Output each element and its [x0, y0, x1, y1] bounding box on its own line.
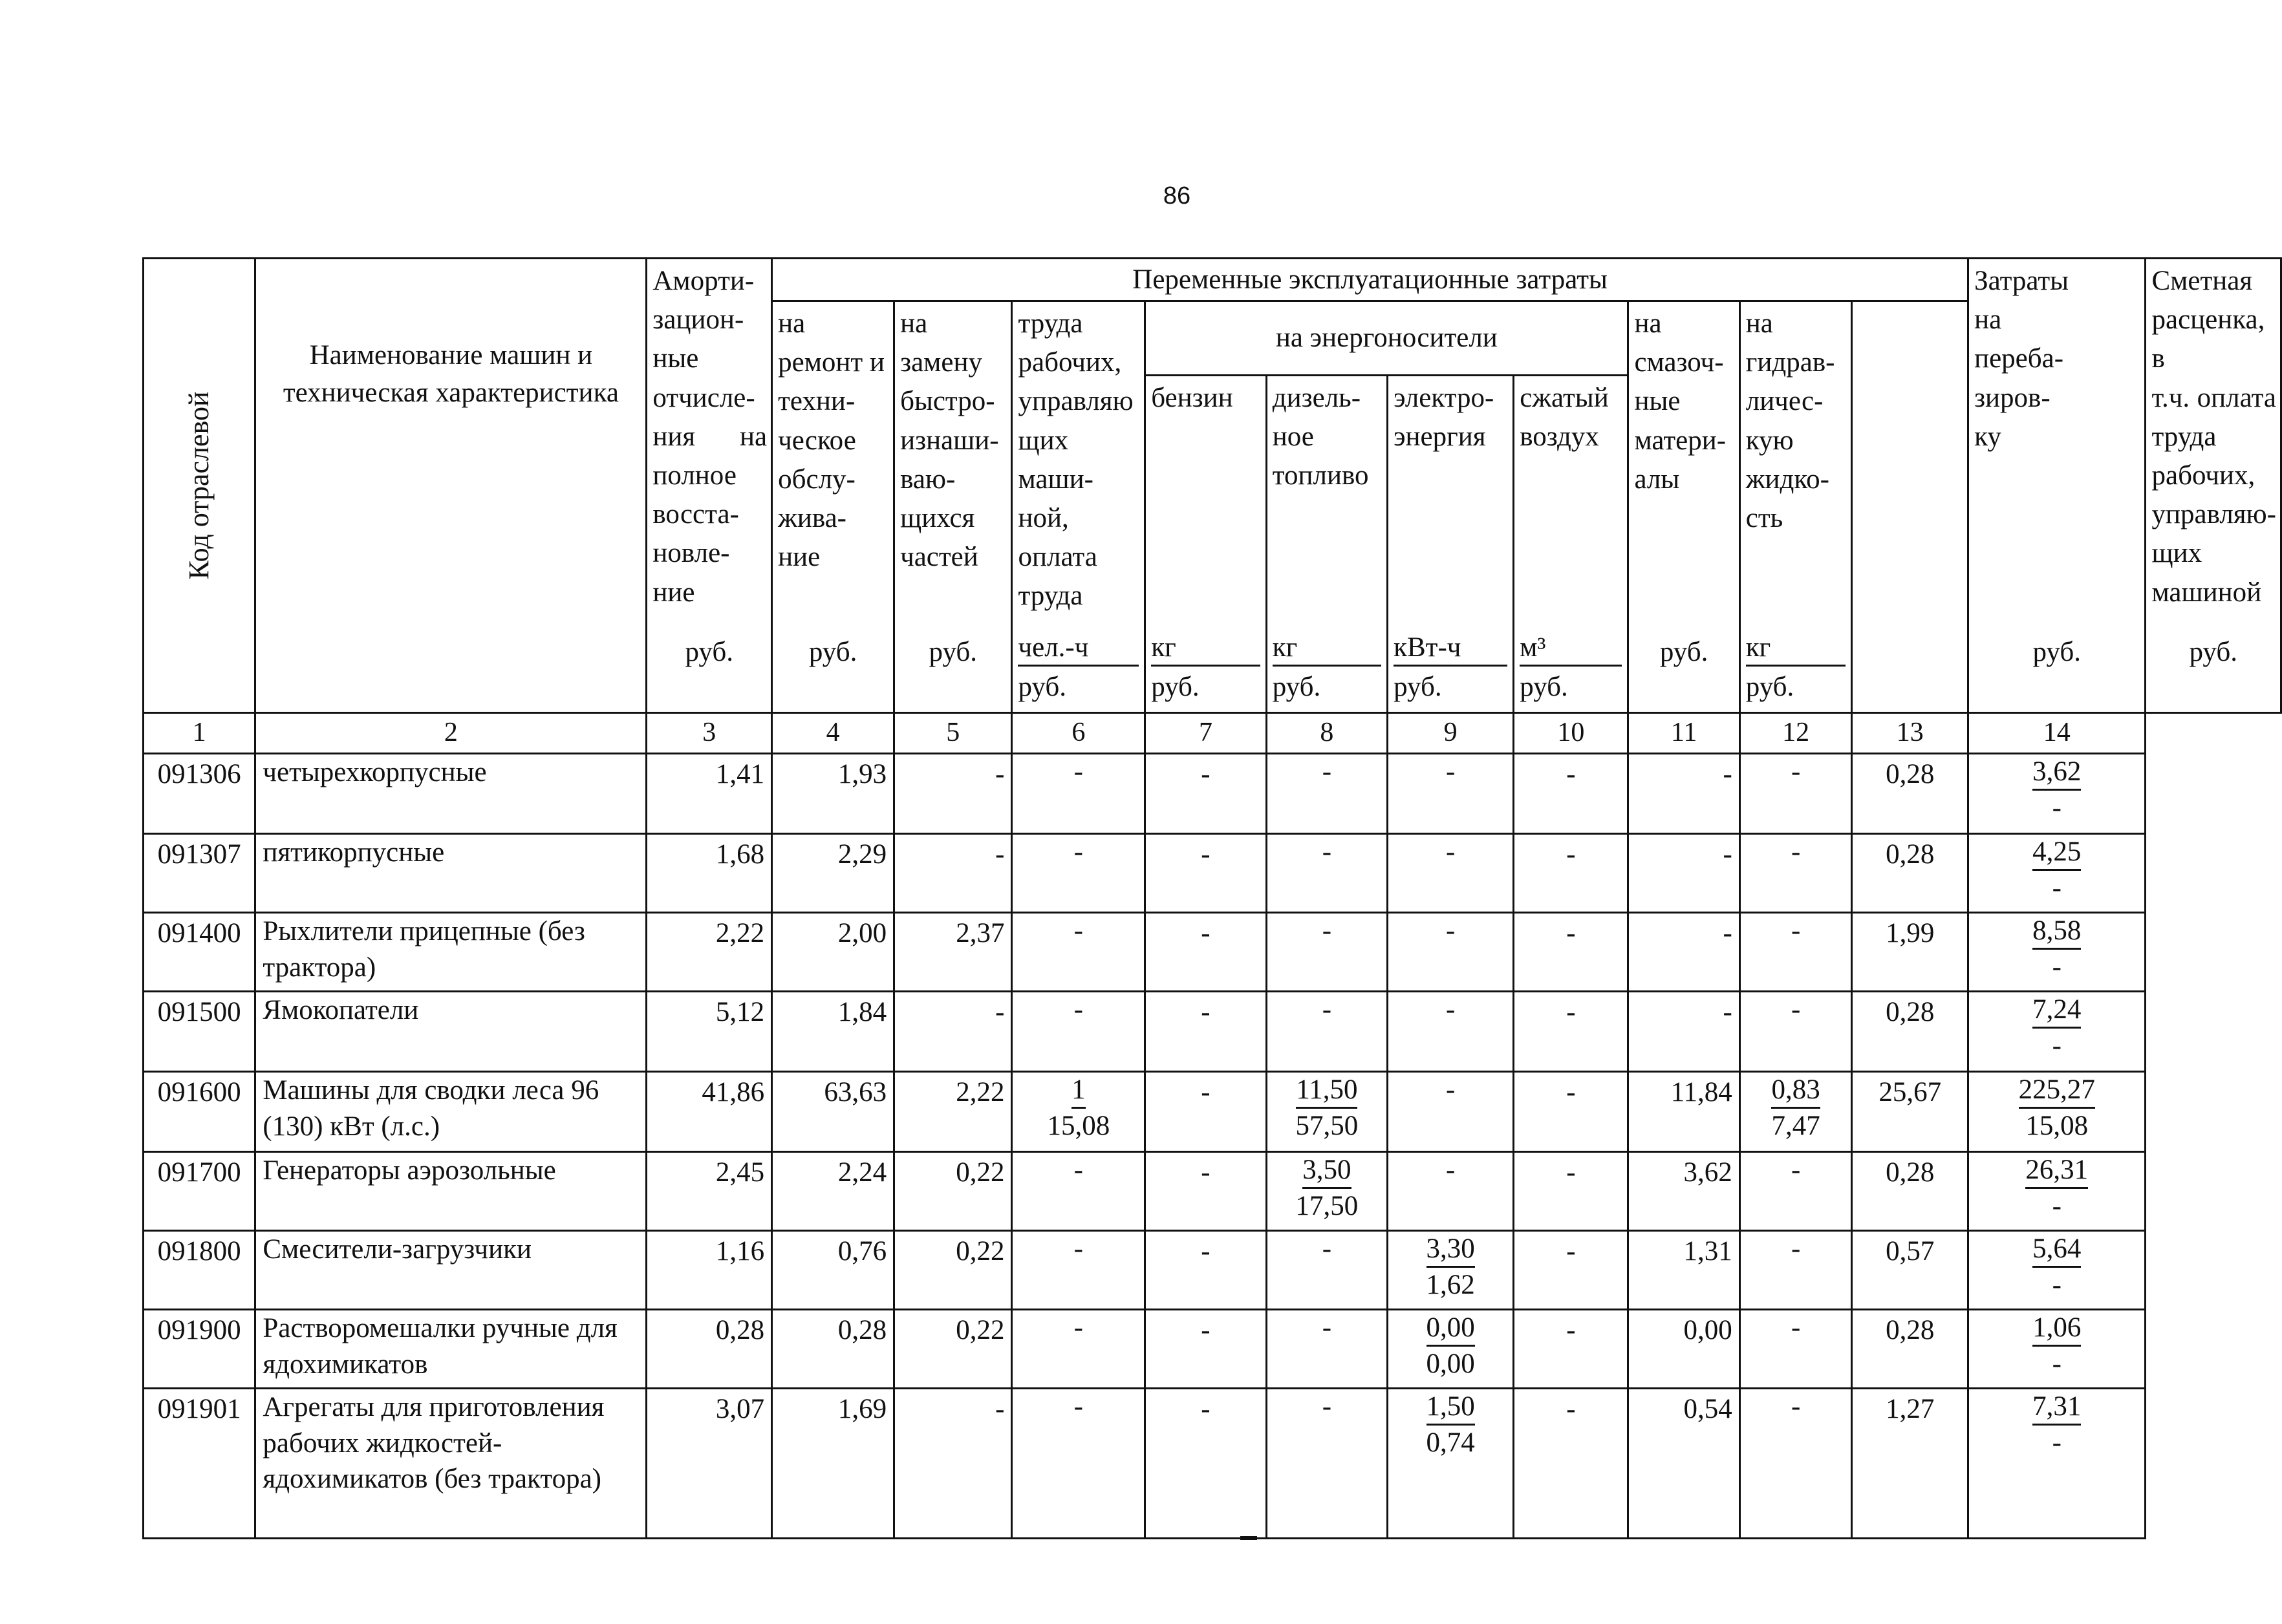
column-number: 2 [255, 713, 647, 754]
header-line: Сметная [2151, 266, 2253, 296]
row-amortization: 2,45 [647, 1151, 772, 1230]
header-line: ческое [778, 425, 856, 456]
header-line: новле- [652, 538, 730, 569]
header-line: обслу- [778, 464, 856, 495]
header-line: изнаши- [900, 425, 999, 456]
row-diesel-top: 11,50 [1296, 1073, 1357, 1109]
row-parts: 2,37 [894, 912, 1012, 991]
row-code: 091600 [144, 1071, 255, 1151]
row-name: Смесители-загрузчики [255, 1230, 647, 1309]
row-amortization: 5,12 [647, 991, 772, 1071]
row-electric-bottom: 0,74 [1426, 1427, 1475, 1458]
row-air: - [1514, 1071, 1628, 1151]
row-amortization: 1,68 [647, 833, 772, 912]
row-transport: 0,28 [1852, 1151, 1968, 1230]
row-labor: - [1012, 912, 1145, 991]
header-unit-top: чел.-ч [1018, 631, 1139, 667]
header-line: ния на [652, 421, 768, 452]
row-code: 091306 [144, 753, 255, 833]
row-labor: - [1012, 991, 1145, 1071]
bottom-mark [1240, 1536, 1257, 1540]
row-estimate-bottom: - [2052, 1427, 2061, 1458]
row-estimate [1968, 1151, 2146, 1230]
row-repair: 2,00 [772, 912, 894, 991]
header-unit-top: кг [1273, 631, 1381, 667]
row-code: 091700 [144, 1151, 255, 1230]
row-electric-bottom: 0,00 [1426, 1349, 1475, 1380]
header-line: полное [652, 460, 737, 491]
row-estimate [1968, 912, 2146, 991]
header-unit: руб. [685, 636, 733, 667]
row-estimate-top: 7,24 [2032, 992, 2081, 1029]
table-row [144, 991, 2281, 1071]
row-lubricant: - [1628, 912, 1739, 991]
header-code: Код отраслевой [144, 259, 255, 713]
header-transport [1968, 259, 2146, 713]
row-diesel: - [1266, 912, 1387, 991]
column-number: 11 [1628, 713, 1739, 754]
column-number: 8 [1266, 713, 1387, 754]
row-amortization: 1,16 [647, 1230, 772, 1309]
row-estimate-top: 7,31 [2032, 1389, 2081, 1426]
row-petrol: - [1145, 991, 1267, 1071]
row-hydraulic: - [1739, 912, 1852, 991]
row-estimate-bottom: - [2052, 793, 2061, 824]
header-line: алы [1634, 464, 1680, 495]
row-estimate-bottom: - [2052, 873, 2061, 904]
row-diesel: - [1266, 991, 1387, 1071]
header-line: ной, [1018, 502, 1069, 533]
row-parts: - [894, 833, 1012, 912]
row-estimate [1968, 833, 2146, 912]
header-line: труда [2151, 421, 2217, 452]
header-line: отчисле- [652, 382, 755, 413]
header-line: оплата [1018, 542, 1097, 573]
row-repair: 2,29 [772, 833, 894, 912]
row-estimate [1968, 991, 2146, 1071]
header-line: бензин [1151, 383, 1233, 413]
row-labor-top: 1 [1071, 1073, 1086, 1109]
row-labor: - [1012, 1230, 1145, 1309]
header-electric [1388, 376, 1514, 713]
row-parts: 2,22 [894, 1071, 1012, 1151]
header-line: зацион- [652, 304, 744, 336]
header-unit: руб. [2189, 636, 2237, 667]
header-air [1514, 376, 1628, 713]
row-estimate-bottom: - [2052, 1191, 2061, 1222]
header-line: на [1974, 304, 2002, 336]
header-line: ние [778, 542, 821, 573]
header-unit-top: кг [1746, 631, 1846, 667]
row-parts: - [894, 753, 1012, 833]
header-line: ку [1974, 421, 2001, 452]
header-energy: на энергоносители [1145, 301, 1628, 376]
row-transport: 0,57 [1852, 1230, 1968, 1309]
header-line: топливо [1272, 460, 1369, 491]
row-petrol: - [1145, 833, 1267, 912]
column-number: 13 [1852, 713, 1968, 754]
header-line: дизель- [1272, 383, 1361, 413]
row-amortization: 3,07 [647, 1388, 772, 1538]
header-unit-top: кг [1151, 631, 1260, 667]
row-electric: - [1388, 912, 1514, 991]
header-line: на [1634, 308, 1662, 339]
header-labor [1012, 301, 1145, 713]
header-line: ремонт и [778, 347, 885, 378]
column-number-row [144, 713, 2281, 754]
row-labor: - [1012, 1309, 1145, 1388]
row-electric: - [1388, 753, 1514, 833]
row-labor: - [1012, 1151, 1145, 1230]
header-line: ные [652, 343, 699, 374]
row-air: - [1514, 1230, 1628, 1309]
row-estimate [1968, 753, 2146, 833]
row-air: - [1514, 1388, 1628, 1538]
table-row [144, 1230, 2281, 1309]
row-hydraulic [1739, 1071, 1852, 1151]
row-hydraulic-top: 0,83 [1771, 1073, 1820, 1109]
header-unit: руб. [1659, 636, 1708, 667]
row-estimate-top: 4,25 [2032, 835, 2081, 871]
header-line: гидрав- [1745, 347, 1835, 378]
row-transport: 0,28 [1852, 753, 1968, 833]
header-line: рабочих, [1018, 347, 1122, 378]
row-hydraulic: - [1739, 753, 1852, 833]
row-electric [1388, 1309, 1514, 1388]
row-estimate-bottom: - [2052, 1270, 2061, 1301]
row-repair: 0,28 [772, 1309, 894, 1388]
header-unit-bottom: руб. [1151, 671, 1200, 702]
header-line: сть [1745, 502, 1783, 533]
row-parts: 0,22 [894, 1151, 1012, 1230]
row-diesel: - [1266, 753, 1387, 833]
header-line: частей [900, 542, 978, 573]
header-parts [894, 301, 1012, 713]
header-line: маши- [1018, 464, 1093, 495]
row-hydraulic: - [1739, 1151, 1852, 1230]
header-unit-bottom: руб. [1745, 671, 1794, 702]
column-number: 9 [1388, 713, 1514, 754]
row-petrol: - [1145, 912, 1267, 991]
page-number: 86 [1163, 182, 1191, 209]
header-line: на [900, 308, 928, 339]
row-air: - [1514, 1309, 1628, 1388]
row-name: Агрегаты для приготовления рабочих жидкостей-ядохимикатов (без трактора) [255, 1388, 647, 1538]
row-lubricant: 3,62 [1628, 1151, 1739, 1230]
row-air: - [1514, 1151, 1628, 1230]
row-estimate-top: 1,06 [2032, 1310, 2081, 1347]
row-electric: - [1388, 1151, 1514, 1230]
table-row [144, 833, 2281, 912]
row-lubricant: 1,31 [1628, 1230, 1739, 1309]
row-hydraulic-bottom: 7,47 [1771, 1111, 1820, 1142]
row-transport: 0,28 [1852, 991, 1968, 1071]
header-line: т.ч. оплата [2151, 382, 2276, 413]
row-labor: - [1012, 833, 1145, 912]
table-row [144, 753, 2281, 833]
header-name: Наименование машин и техническая характеристика [255, 259, 647, 713]
row-estimate-top: 8,58 [2032, 914, 2081, 950]
header-unit: руб. [929, 636, 978, 667]
row-air: - [1514, 833, 1628, 912]
table-row [144, 1071, 2281, 1151]
row-repair: 63,63 [772, 1071, 894, 1151]
column-number: 10 [1514, 713, 1628, 754]
header-unit-bottom: руб. [1394, 671, 1442, 702]
row-hydraulic: - [1739, 991, 1852, 1071]
header-line: жидко- [1745, 464, 1829, 495]
table-row [144, 1151, 2281, 1230]
header-line: жива- [778, 502, 846, 533]
header-line: управляю- [2151, 499, 2276, 530]
row-hydraulic: - [1739, 1230, 1852, 1309]
header-line: расценка, в [2151, 304, 2265, 374]
row-petrol: - [1145, 1151, 1267, 1230]
row-estimate [1968, 1388, 2146, 1538]
header-lubricant [1628, 301, 1739, 713]
row-electric [1388, 1230, 1514, 1309]
header-unit-bottom: руб. [1272, 671, 1321, 702]
row-petrol: - [1145, 1388, 1267, 1538]
row-code: 091901 [144, 1388, 255, 1538]
table-row [144, 1388, 2281, 1538]
row-diesel [1266, 1151, 1387, 1230]
header-line: кую [1745, 425, 1794, 456]
row-diesel-bottom: 57,50 [1295, 1111, 1359, 1142]
row-air: - [1514, 991, 1628, 1071]
column-number: 3 [647, 713, 772, 754]
header-line: щихся [900, 502, 975, 533]
row-amortization: 41,86 [647, 1071, 772, 1151]
row-transport: 0,28 [1852, 1309, 1968, 1388]
row-petrol: - [1145, 1230, 1267, 1309]
column-number: 5 [894, 713, 1012, 754]
row-code: 091900 [144, 1309, 255, 1388]
table-row [144, 912, 2281, 991]
header-line: ние [652, 577, 695, 608]
column-number: 1 [144, 713, 255, 754]
row-transport: 1,99 [1852, 912, 1968, 991]
row-amortization: 1,41 [647, 753, 772, 833]
header-line: энергия [1394, 422, 1486, 453]
row-estimate-bottom: 15,08 [2025, 1111, 2089, 1142]
header-estimate [2146, 259, 2281, 713]
row-name: Ямокопатели [255, 991, 647, 1071]
row-name: пятикорпусные [255, 833, 647, 912]
row-estimate [1968, 1230, 2146, 1309]
header-line: замену [900, 347, 982, 378]
row-repair: 1,93 [772, 753, 894, 833]
header-unit: руб. [808, 636, 857, 667]
row-name: Рыхлители прицепные (без трактора) [255, 912, 647, 991]
row-labor [1012, 1071, 1145, 1151]
header-line: Затраты [1974, 266, 2069, 296]
row-labor: - [1012, 753, 1145, 833]
header-line: на [1745, 308, 1773, 339]
row-electric-bottom: 1,62 [1426, 1270, 1475, 1301]
column-number: 7 [1145, 713, 1267, 754]
row-air: - [1514, 753, 1628, 833]
row-estimate-top: 225,27 [2019, 1073, 2095, 1109]
row-name: Растворомешалки ручные для ядохимикатов [255, 1309, 647, 1388]
row-air: - [1514, 912, 1628, 991]
row-name: Генераторы аэрозольные [255, 1151, 647, 1230]
row-parts: 0,22 [894, 1309, 1012, 1388]
row-diesel-top: 3,50 [1302, 1153, 1351, 1190]
row-diesel-bottom: 17,50 [1295, 1191, 1359, 1222]
header-unit-bottom: руб. [1520, 671, 1568, 702]
row-repair: 1,69 [772, 1388, 894, 1538]
row-lubricant: - [1628, 833, 1739, 912]
table-row [144, 1309, 2281, 1388]
row-parts: - [894, 1388, 1012, 1538]
header-line: Аморти- [652, 266, 755, 296]
header-line: щих [1018, 425, 1069, 456]
row-code: 091307 [144, 833, 255, 912]
header-line: ные [1634, 386, 1681, 417]
row-lubricant: 11,84 [1628, 1071, 1739, 1151]
header-petrol [1145, 376, 1267, 713]
header-line: ваю- [900, 464, 956, 495]
row-parts: - [894, 991, 1012, 1071]
row-petrol: - [1145, 1309, 1267, 1388]
row-petrol: - [1145, 1071, 1267, 1151]
row-electric: - [1388, 833, 1514, 912]
header-line: электро- [1394, 383, 1494, 413]
header-line: труда [1018, 581, 1083, 612]
header-line: сжатый [1520, 383, 1609, 413]
row-electric-top: 3,30 [1426, 1232, 1475, 1268]
header-line: восста- [652, 499, 739, 530]
row-code: 091800 [144, 1230, 255, 1309]
row-estimate [1968, 1309, 2146, 1388]
row-repair: 2,24 [772, 1151, 894, 1230]
header-line: управляю [1018, 386, 1134, 417]
header-line: зиров- [1974, 382, 2051, 413]
row-estimate-bottom: - [2052, 952, 2061, 983]
header-line: рабочих, [2151, 460, 2255, 491]
row-diesel: - [1266, 1230, 1387, 1309]
header-line: переба- [1974, 343, 2064, 374]
header-line: матери- [1634, 425, 1727, 456]
header-line: труда [1018, 308, 1083, 339]
row-diesel: - [1266, 1388, 1387, 1538]
row-electric: - [1388, 991, 1514, 1071]
row-name: Машины для сводки леса 96 (130) кВт (л.с.) [255, 1071, 647, 1151]
row-hydraulic: - [1739, 1388, 1852, 1538]
row-diesel: - [1266, 833, 1387, 912]
row-hydraulic: - [1739, 833, 1852, 912]
header-hydraulic [1739, 301, 1852, 713]
row-estimate-bottom: - [2052, 1349, 2061, 1380]
row-code: 091400 [144, 912, 255, 991]
header-line: личес- [1745, 386, 1824, 417]
row-lubricant: - [1628, 991, 1739, 1071]
row-name: четырехкорпусные [255, 753, 647, 833]
column-number: 6 [1012, 713, 1145, 754]
header-unit-top: м³ [1520, 631, 1622, 667]
row-estimate-top: 5,64 [2032, 1232, 2081, 1268]
row-parts: 0,22 [894, 1230, 1012, 1309]
row-diesel [1266, 1071, 1387, 1151]
header-line: воздух [1520, 422, 1599, 453]
header-unit: руб. [2032, 636, 2082, 667]
header-amortization [647, 259, 772, 713]
row-estimate-top: 3,62 [2032, 754, 2081, 791]
header-line: смазоч- [1634, 347, 1724, 378]
header-line: быстро- [900, 386, 995, 417]
row-repair: 1,84 [772, 991, 894, 1071]
header-line: щих [2151, 538, 2202, 569]
row-lubricant: 0,00 [1628, 1309, 1739, 1388]
row-diesel: - [1266, 1309, 1387, 1388]
header-line: на [778, 308, 806, 339]
header-line: машиной [2151, 577, 2262, 608]
header-repair [772, 301, 894, 713]
row-estimate-bottom: - [2052, 1031, 2061, 1062]
header-unit-top: кВт-ч [1394, 631, 1507, 667]
header-line: ное [1272, 422, 1314, 453]
row-transport: 25,67 [1852, 1071, 1968, 1151]
header-unit-bottom: руб. [1018, 671, 1066, 702]
row-repair: 0,76 [772, 1230, 894, 1309]
row-lubricant: - [1628, 753, 1739, 833]
row-estimate-top: 26,31 [2025, 1153, 2088, 1190]
header-diesel [1266, 376, 1387, 713]
row-electric-top: 1,50 [1426, 1389, 1475, 1426]
row-estimate [1968, 1071, 2146, 1151]
header-line: техни- [778, 386, 856, 417]
row-hydraulic: - [1739, 1309, 1852, 1388]
row-lubricant: 0,54 [1628, 1388, 1739, 1538]
row-amortization: 2,22 [647, 912, 772, 991]
row-electric [1388, 1388, 1514, 1538]
row-amortization: 0,28 [647, 1309, 772, 1388]
column-number: 12 [1739, 713, 1852, 754]
column-number: 4 [772, 713, 894, 754]
machine-cost-table [142, 257, 2282, 1539]
row-transport: 0,28 [1852, 833, 1968, 912]
row-labor-bottom: 15,08 [1047, 1111, 1110, 1142]
header-variable-costs: Переменные эксплуатационные затраты [772, 259, 1968, 301]
row-labor: - [1012, 1388, 1145, 1538]
row-petrol: - [1145, 753, 1267, 833]
column-number: 14 [1968, 713, 2146, 754]
row-transport: 1,27 [1852, 1388, 1968, 1538]
row-code: 091500 [144, 991, 255, 1071]
row-electric-top: 0,00 [1426, 1310, 1475, 1347]
row-electric: - [1388, 1071, 1514, 1151]
